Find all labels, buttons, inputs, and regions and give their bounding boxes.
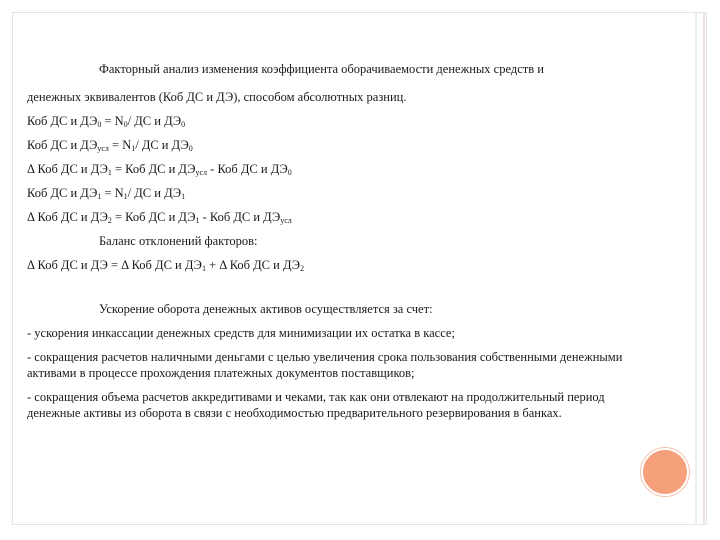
balance-heading: Баланс отклонений факторов:: [99, 234, 258, 248]
right-edge-bar: [695, 12, 697, 525]
acceleration-heading: Ускорение оборота денежных активов осуществляется за счет:: [99, 302, 433, 316]
formula-3: Δ Коб ДС и $ДЭ_1$ = Коб ДС и $ДЭ_{усл}$ - Коб ДС и $ДЭ_0$: [27, 162, 292, 177]
formula-4: Коб ДС и $ДЭ_1 = N_1/$ ДС и $ДЭ_1$: [27, 186, 186, 201]
formula-5: Δ Коб ДС и $ДЭ_2$ = Коб ДС и $ДЭ_1$ - Коб ДС и $ДЭ_{усл}$: [27, 210, 292, 225]
formula-1: Коб ДС и $ДЭ_0 = N_0/$ ДС и $ДЭ_0$: [27, 114, 186, 129]
formula-2: Коб ДС и $ДЭ_{усл} = N_1/$ ДС и $ДЭ_0$: [27, 138, 193, 153]
title-line-2: денежных эквивалентов (Коб ДС и ДЭ), способом абсолютных разниц.: [27, 90, 407, 104]
bullet-1: - ускорения инкассации денежных средств для минимизации их остатка в кассе;: [27, 326, 455, 340]
title-line-1: Факторный анализ изменения коэффициента оборачиваемости денежных средств и: [99, 62, 544, 76]
formula-6: Δ Коб ДС и ДЭ = Δ Коб ДС и $ДЭ_1 + \Delta$ Коб ДС и $ДЭ_2$: [27, 258, 305, 273]
slide-content: [27, 61, 637, 421]
bullet-2: - сокращения расчетов наличными деньгами с целью увеличения срока пользования собственными денежными активами в процессе прохождения платежных документов поставщиков;: [27, 350, 623, 380]
right-accent-bar: [703, 12, 705, 525]
orange-circle-decoration: [641, 448, 689, 496]
bullet-3: - сокращения объема расчетов аккредитивами и чеками, так как они отвлекают на продолжительный период денежные активы из оборота в связи с необходимостью предварительного резервирования в банках.: [27, 390, 605, 420]
